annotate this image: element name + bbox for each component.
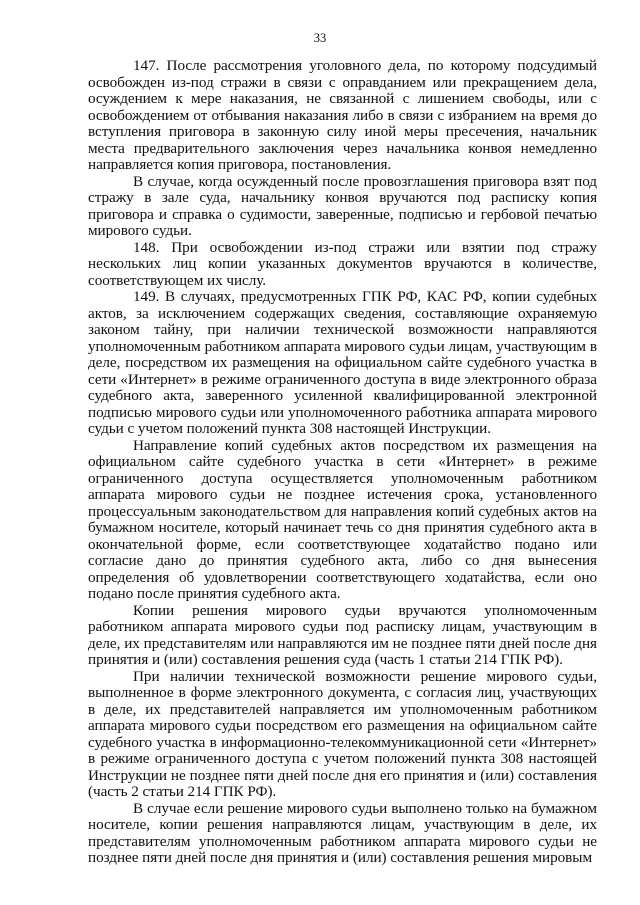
paragraph-149: 149. В случаях, предусмотренных ГПК РФ, КАС РФ, копии судебных актов, за исключением содержащих сведения, составляющие охраняемую законом тайну, при наличии технической возможности направляются уполномоченным работником аппарата мирового судьи лицам, участвующим в деле, посредством их размещения на официальном сайте судебного участка в сети «Интернет» в режиме ограниченного доступа в виде электронного образа судебного акта, заверенного усиленной квалифицированной электронной подписью мирового судьи или уполномоченного работника аппарата мирового судьи с учетом положений пункта 308 настоящей Инструкции. [88, 288, 597, 437]
paragraph-online-publication: Направление копий судебных актов посредством их размещения на официальном сайте судебного участка в сети «Интернет» в режиме ограниченного доступа осуществляется уполномоченным работником аппарата мирового судьи не позднее истечения срока, установленного процессуальным законодательством для направления копий судебных актов на бумажном носителе, который начинает течь со дня принятия судебного акта в окончательной форме, если соответствующее ходатайство подано или согласие дано до принятия судебного акта, либо со дня вынесения определения об удовлетворении соответствующего ходатайства, если оно подано после принятия судебного акта. [88, 436, 597, 602]
paragraph-paper-decision: В случае если решение мирового судьи выполнено только на бумажном носителе, копии решения направляются лицам, участвующим в деле, их представителям уполномоченным работником аппарата мирового судьи не позднее пяти дней после дня принятия и (или) составления решения мировым [88, 799, 597, 866]
paragraph-electronic-decision: При наличии технической возможности решение мирового судьи, выполненное в форме электронного документа, с согласия лиц, участвующих в деле, их представителей направляется им уполномоченным работником аппарата мирового судьи посредством его размещения на официальном сайте судебного участка в информационно-телекоммуникационной сети «Интернет» в режиме ограниченного доступа с учетом положений пункта 308 настоящей Инструкции не позднее пяти дней после дня его принятия и (или) составления (часть 2 статьи 214 ГПК РФ). [88, 667, 597, 800]
document-body [88, 58, 597, 867]
paragraph-custody-in-courtroom: В случае, когда осужденный после провозглашения приговора взят под стражу в зале суда, начальнику конвоя вручаются под расписку копия приговора и справка о судимости, заверенные, подписью и гербовой печатью мирового судьи. [88, 172, 597, 239]
page-number: 33 [313, 31, 327, 45]
paragraph-148: 148. При освобождении из-под стражи или взятии под стражу нескольких лиц копии указанных документов вручаются в количестве, соответствующем их числу. [88, 238, 597, 289]
paragraph-decision-copies: Копии решения мирового судьи вручаются уполномоченным работником аппарата мирового судьи под расписку лицам, участвующим в деле, их представителям или направляются им не позднее пяти дней после дня принятия и (или) составления решения суда (часть 1 статьи 214 ГПК РФ). [88, 601, 597, 668]
paragraph-147: 147. После рассмотрения уголовного дела, по которому подсудимый освобожден из-под стражи в связи с оправданием или прекращением дела, осуждением к мере наказания, не связанной с лишением свободы, или с освобождением от отбывания наказания либо в связи с избранием на время до вступления приговора в законную силу иной меры пресечения, начальник места предварительного заключения через начальника конвоя немедленно направляется копия приговора, постановления. [88, 57, 597, 173]
